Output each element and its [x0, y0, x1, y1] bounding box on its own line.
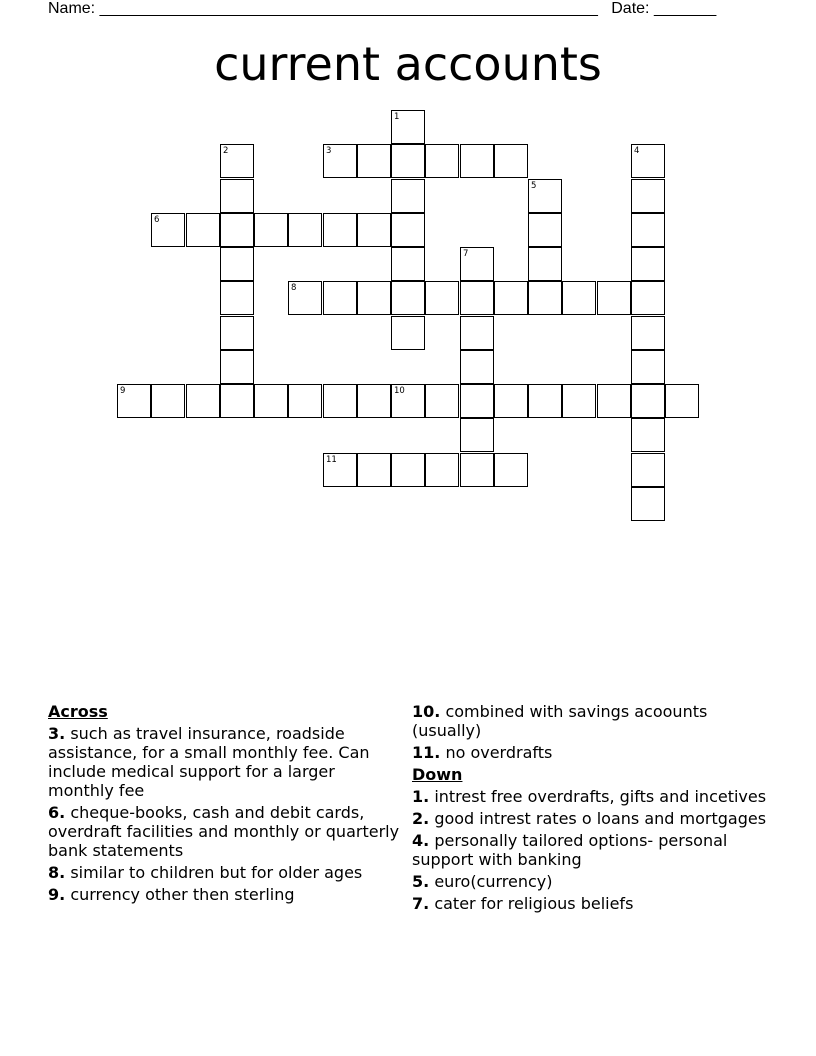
crossword-cell[interactable] — [391, 316, 425, 350]
clue-text: intrest free overdrafts, gifts and incetives — [434, 787, 767, 806]
crossword-cell[interactable] — [391, 110, 425, 144]
cell-number: 3 — [326, 146, 332, 156]
crossword-cell[interactable] — [151, 384, 185, 418]
crossword-cell[interactable] — [220, 179, 254, 213]
clue-down-7 — [412, 894, 768, 913]
cell-number: 10 — [394, 386, 405, 396]
across-heading: Across — [48, 702, 108, 721]
cell-number: 2 — [223, 146, 229, 156]
cell-number: 5 — [531, 181, 537, 191]
crossword-cell[interactable] — [357, 144, 391, 178]
crossword-cell[interactable] — [391, 281, 425, 315]
crossword-cell[interactable] — [220, 247, 254, 281]
clue-across-10 — [412, 702, 768, 740]
clue-across-6 — [48, 803, 404, 860]
crossword-cell[interactable] — [460, 350, 494, 384]
clue-text: good intrest rates o loans and mortgages — [434, 809, 767, 828]
crossword-cell[interactable] — [425, 281, 459, 315]
clue-number: 2. — [412, 809, 430, 828]
crossword-cell[interactable] — [631, 316, 665, 350]
crossword-cell[interactable] — [357, 384, 391, 418]
crossword-cell[interactable] — [391, 384, 425, 418]
clue-down-2 — [412, 809, 768, 828]
clue-number: 8. — [48, 863, 66, 882]
crossword-cell[interactable] — [391, 144, 425, 178]
crossword-cell[interactable] — [186, 384, 220, 418]
crossword-cell[interactable] — [357, 213, 391, 247]
clue-text: cheque-books, cash and debit cards, overdraft facilities and monthly or quarterly bank statements — [48, 803, 400, 860]
clue-text: cater for religious beliefs — [434, 894, 634, 913]
clue-text: currency other then sterling — [70, 885, 295, 904]
clue-across-8 — [48, 863, 404, 882]
crossword-cell[interactable] — [460, 418, 494, 452]
crossword-cell[interactable] — [494, 384, 528, 418]
crossword-cell[interactable] — [494, 144, 528, 178]
crossword-cell[interactable] — [323, 144, 357, 178]
date-label: Date: — [611, 0, 650, 17]
crossword-cell[interactable] — [494, 453, 528, 487]
crossword-cell[interactable] — [357, 453, 391, 487]
crossword-cell[interactable] — [597, 384, 631, 418]
crossword-cell[interactable] — [631, 281, 665, 315]
clue-number: 5. — [412, 872, 430, 891]
crossword-cell[interactable] — [220, 350, 254, 384]
crossword-cell[interactable] — [425, 384, 459, 418]
clue-text: personally tailored options- personal support with banking — [412, 831, 728, 869]
crossword-cell[interactable] — [323, 384, 357, 418]
crossword-cell[interactable] — [220, 281, 254, 315]
cell-number: 6 — [154, 215, 160, 225]
crossword-cell[interactable] — [357, 281, 391, 315]
crossword-cell[interactable] — [323, 453, 357, 487]
crossword-cell[interactable] — [528, 213, 562, 247]
crossword-cell[interactable] — [323, 213, 357, 247]
crossword-cell[interactable] — [391, 179, 425, 213]
crossword-cell[interactable] — [460, 144, 494, 178]
crossword-cell[interactable] — [288, 384, 322, 418]
name-label: Name: — [48, 0, 96, 17]
crossword-cell[interactable] — [220, 213, 254, 247]
crossword-cell[interactable] — [528, 281, 562, 315]
crossword-cell[interactable] — [151, 213, 185, 247]
crossword-cell[interactable] — [288, 281, 322, 315]
crossword-cell[interactable] — [254, 213, 288, 247]
clue-number: 9. — [48, 885, 66, 904]
cell-number: 7 — [463, 249, 469, 259]
crossword-cell[interactable] — [631, 247, 665, 281]
puzzle-title: current accounts — [214, 37, 602, 91]
header-line — [48, 0, 716, 18]
crossword-cell[interactable] — [391, 213, 425, 247]
crossword-cell[interactable] — [460, 316, 494, 350]
crossword-cell[interactable] — [220, 384, 254, 418]
crossword-cell[interactable] — [186, 213, 220, 247]
clues-column-right — [412, 702, 768, 916]
crossword-cell[interactable] — [631, 487, 665, 521]
crossword-cell[interactable] — [528, 247, 562, 281]
crossword-cell[interactable] — [391, 453, 425, 487]
crossword-cell[interactable] — [220, 144, 254, 178]
clue-number: 11. — [412, 743, 441, 762]
clue-across-9 — [48, 885, 404, 904]
clue-across-11 — [412, 743, 768, 762]
crossword-cell[interactable] — [631, 418, 665, 452]
clue-text: no overdrafts — [445, 743, 553, 762]
clue-text: euro(currency) — [434, 872, 553, 891]
date-blank: _______ — [653, 0, 717, 17]
clue-down-5 — [412, 872, 768, 891]
crossword-cell[interactable] — [562, 281, 596, 315]
crossword-cell[interactable] — [254, 384, 288, 418]
cell-number: 9 — [120, 386, 126, 396]
clue-across-3 — [48, 724, 404, 800]
crossword-cell[interactable] — [425, 144, 459, 178]
clue-text: combined with savings acoounts (usually) — [412, 702, 708, 740]
crossword-cell[interactable] — [391, 247, 425, 281]
name-blank: ________________________________________________________ — [99, 0, 598, 17]
crossword-cell[interactable] — [460, 247, 494, 281]
crossword-cell[interactable] — [631, 213, 665, 247]
cell-number: 11 — [326, 455, 337, 465]
clue-text: similar to children but for older ages — [70, 863, 363, 882]
crossword-cell[interactable] — [460, 281, 494, 315]
crossword-cell[interactable] — [528, 179, 562, 213]
clue-number: 6. — [48, 803, 66, 822]
clue-down-4 — [412, 831, 768, 869]
crossword-cell[interactable] — [323, 281, 357, 315]
cell-number: 1 — [394, 112, 400, 122]
crossword-cell[interactable] — [631, 453, 665, 487]
cell-number: 8 — [291, 283, 297, 293]
crossword-cell[interactable] — [631, 350, 665, 384]
clue-number: 3. — [48, 724, 66, 743]
crossword-cell[interactable] — [631, 144, 665, 178]
crossword-cell[interactable] — [631, 384, 665, 418]
crossword-cell[interactable] — [460, 453, 494, 487]
crossword-cell[interactable] — [460, 384, 494, 418]
crossword-cell[interactable] — [117, 384, 151, 418]
clue-number: 1. — [412, 787, 430, 806]
clue-number: 7. — [412, 894, 430, 913]
crossword-cell[interactable] — [220, 316, 254, 350]
clue-down-1 — [412, 787, 768, 806]
crossword-cell[interactable] — [665, 384, 699, 418]
cell-number: 4 — [634, 146, 640, 156]
crossword-cell[interactable] — [597, 281, 631, 315]
crossword-cell[interactable] — [631, 179, 665, 213]
crossword-cell[interactable] — [288, 213, 322, 247]
crossword-cell[interactable] — [562, 384, 596, 418]
clue-text: such as travel insurance, roadside assistance, for a small monthly fee. Can include medical support for a larger monthly fee — [48, 724, 370, 800]
clue-number: 10. — [412, 702, 441, 721]
down-heading: Down — [412, 765, 463, 784]
clues-column-left — [48, 702, 404, 907]
crossword-cell[interactable] — [528, 384, 562, 418]
crossword-cell[interactable] — [425, 453, 459, 487]
clue-number: 4. — [412, 831, 430, 850]
crossword-cell[interactable] — [494, 281, 528, 315]
